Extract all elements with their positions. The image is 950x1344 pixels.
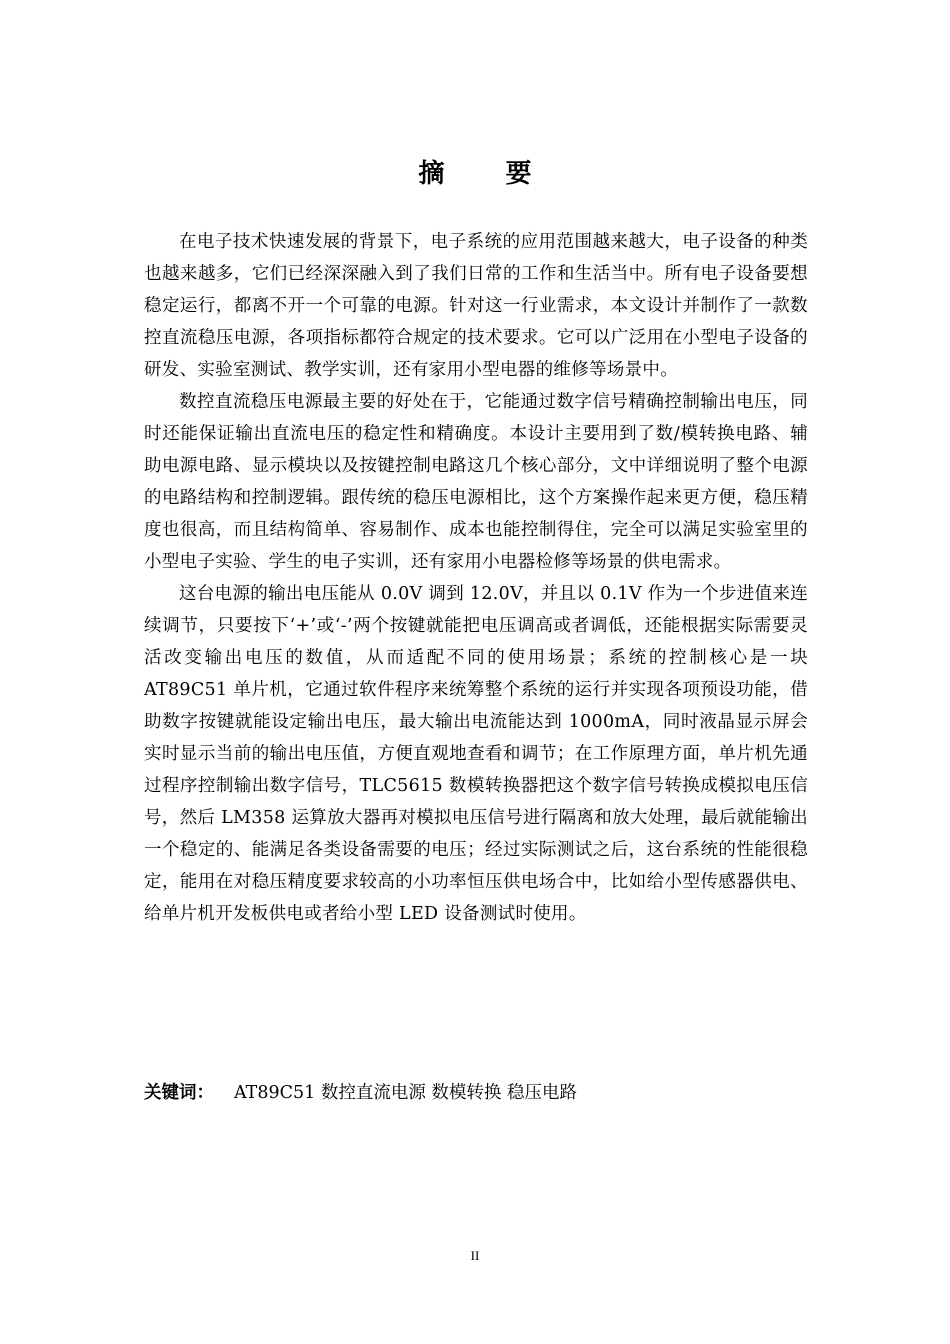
page-title: 摘 要 <box>418 159 558 189</box>
keywords-line <box>144 1077 808 1109</box>
abstract-paragraph-1: 在电子技术快速发展的背景下，电子系统的应用范围越来越大，电子设备的种类也越来越多，它们已经深深融入到了我们日常的工作和生活当中。所有电子设备要想稳定运行，都离不开一个可靠的电源。针对这一行业需求，本文设计并制作了一款数控直流稳压电源，各项指标都符合规定的技术要求。它可以广泛用在小型电子设备的研发、实验室测试、教学实训，还有家用小型电器的维修等场景中。 <box>144 232 808 380</box>
keywords-label: 关键词： <box>144 1083 214 1103</box>
keywords-value: AT89C51 数控直流电源 数模转换 稳压电路 <box>234 1083 577 1103</box>
abstract-paragraph-2: 数控直流稳压电源最主要的好处在于，它能通过数字信号精确控制输出电压，同时还能保证输出直流电压的稳定性和精确度。本设计主要用到了数/模转换电路、辅助电源电路、显示模块以及按键控制电路这几个核心部分，文中详细说明了整个电源的电路结构和控制逻辑。跟传统的稳压电源相比，这个方案操作起来更方便，稳压精度也很高，而且结构简单、容易制作、成本也能控制得住，完全可以满足实验室里的小型电子实验、学生的电子实训，还有家用小电器检修等场景的供电需求。 <box>144 392 808 572</box>
abstract-body <box>144 226 808 930</box>
abstract-paragraph-3: 这台电源的输出电压能从 0.0V 调到 12.0V，并且以 0.1V 作为一个步进值来连续调节，只要按下‘+’或‘-’两个按键就能把电压调高或者调低，还能根据实际需要灵活改变输出电压的数值，从而适配不同的使用场景；系统的控制核心是一块 AT89C51 单片机，它通过软件程序来统筹整个系统的运行并实现各项预设功能，借助数字按键就能设定输出电压，最大输出电流能达到 1000mA，同时液晶显示屏会实时显示当前的输出电压值，方便直观地查看和调节；在工作原理方面，单片机先通过程序控制输出数字信号，TLC5615 数模转换器把这个数字信号转换成模拟电压信号，然后 LM358 运算放大器再对模拟电压信号进行隔离和放大处理，最后就能输出一个稳定的、能满足各类设备需要的电压；经过实际测试之后，这台系统的性能很稳定，能用在对稳压精度要求较高的小功率恒压供电场合中，比如给小型传感器供电、给单片机开发板供电或者给小型 LED 设备测试时使用。 <box>144 584 808 924</box>
page-number: II <box>470 1248 480 1263</box>
